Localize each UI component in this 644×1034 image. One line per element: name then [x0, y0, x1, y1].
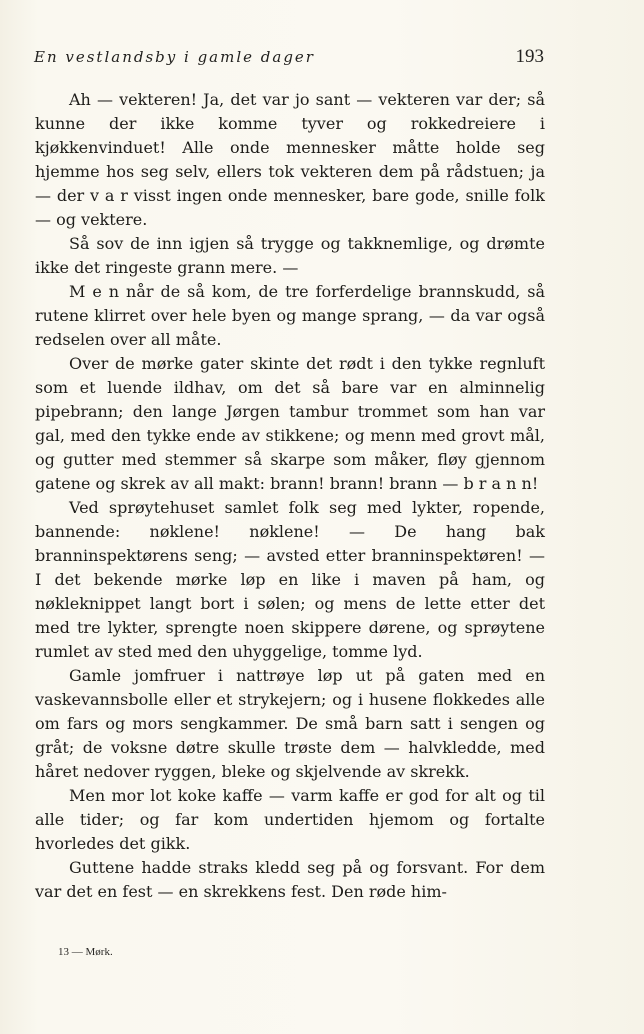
paragraph-1: Ah — vekteren! Ja, det var jo sant — vekteren var der; så kunne der ikke komme tyver og rokkedreiere i kjøkkenvinduet! Alle onde mennesker måtte holde seg hjemme hos seg selv, ellers tok vekteren dem på rådstuen; ja — der v a r visst ingen onde mennesker, bare gode, snille folk — og vektere.	[35, 90, 545, 229]
page-number: 193	[515, 46, 544, 67]
running-title: En vestlandsby i gamle dager	[34, 48, 315, 66]
paragraph-4: Over de mørke gater skinte det rødt i den tykke regnluft som et luende ildhav, om det så bare var en alminnelig pipebrann; den lange Jørgen tambur trommet som han var gal, med den tykke ende av stikkene; og menn med grovt mål, og gutter med stemmer så skarpe som måker, fløy gjennom gatene og skrek av all makt: brann! brann! brann — b r a n n!	[35, 354, 545, 493]
paragraph-6: Gamle jomfruer i nattrøye løp ut på gaten med en vaskevannsbolle eller et strykejern; og i husene flokkedes alle om fars og mors sengkammer. De små barn satt i sengen og gråt; de voksne døtre skulle trøste dem — halvkledde, med håret nedover ryggen, bleke og skjelvende av skrekk.	[35, 666, 545, 781]
paragraph-8: Guttene hadde straks kledd seg på og forsvant. For dem var det en fest — en skrekkens fest. Den røde him-	[35, 858, 545, 901]
paragraph-2: Så sov de inn igjen så trygge og takknemlige, og drømte ikke det ringeste grann mere. —	[35, 234, 545, 277]
printer-signature: 13 — Mørk.	[58, 946, 113, 958]
paragraph-5: Ved sprøytehuset samlet folk seg med lykter, ropende, bannende: nøklene! nøklene! — De hang bak branninspektørens seng; — avsted etter branninspektøren! — I det bekende mørke løp en like i maven på ham, og nøkleknippet langt bort i sølen; og mens de lette etter det med tre lykter, sprengte noen skippere dørene, og sprøytene rumlet av sted med den uhyggelige, tomme lyd.	[35, 498, 545, 661]
paragraph-7: Men mor lot koke kaffe — varm kaffe er god for alt og til alle tider; og far kom undertiden hjemom og fortalte hvorledes det gikk.	[35, 786, 545, 853]
paragraph-3: M e n når de så kom, de tre forferdelige brannskudd, så rutene klirret over hele byen og mange sprang, — da var også redselen over all måte.	[35, 282, 545, 349]
body-text	[35, 88, 545, 904]
